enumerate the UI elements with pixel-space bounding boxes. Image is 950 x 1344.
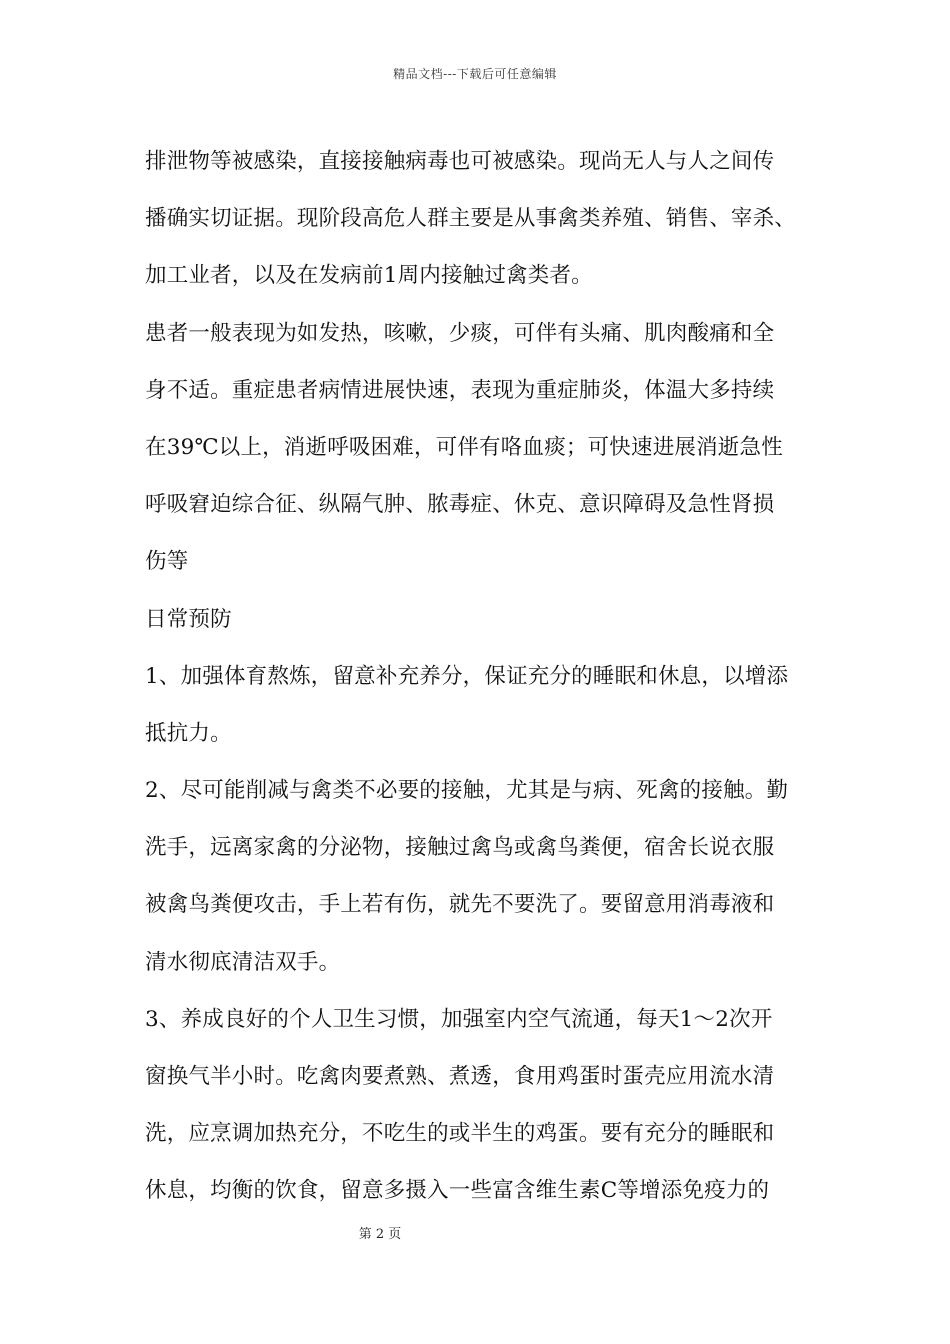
text-line: 抵抗力。 — [145, 720, 232, 746]
text-line: 洗，应烹调加热充分，不吃生的或半生的鸡蛋。要有充分的睡眠和 — [145, 1121, 775, 1147]
text-line: 清水彻底清洁双手。 — [145, 949, 341, 975]
text-line: 窗换气半小时。吃禽肉要煮熟、煮透，食用鸡蛋时蛋壳应用流水清 — [145, 1064, 775, 1089]
text-line: 呼吸窘迫综合征、纵隔气肿、脓毒症、休克、意识障碍及急性肾损 — [145, 492, 775, 518]
section-heading: 日常预防 — [145, 606, 232, 632]
text-line: 被禽鸟粪便攻击，手上若有伤，就先不要洗了。要留意用消毒液和 — [145, 892, 775, 918]
text-line: 1、加强体育熬炼，留意补充养分，保证充分的睡眠和休息，以增添 — [145, 663, 789, 689]
text-line: 身不适。重症患者病情进展快速，表现为重症肺炎，体温大多持续 — [145, 377, 775, 403]
page-header: 精品文档---下载后可任意编辑 — [393, 67, 557, 81]
text-line: 加工业者，以及在发病前1周内接触过禽类者。 — [145, 263, 593, 289]
text-line: 伤等 — [145, 549, 189, 575]
text-line: 休息，均衡的饮食，留意多摄入一些富含维生素C等增添免疫力的 — [145, 1178, 770, 1204]
text-line: 在39℃以上，消逝呼吸困难，可伴有咯血痰；可快速进展消逝急性 — [145, 434, 783, 460]
text-line: 2、尽可能削减与禽类不必要的接触，尤其是与病、死禽的接触。勤 — [145, 778, 789, 804]
body-text — [145, 133, 810, 1220]
page-number: 第 2 页 — [358, 1227, 402, 1242]
text-line: 洗手，远离家禽的分泌物，接触过禽鸟或禽鸟粪便，宿舍长说衣服 — [145, 835, 775, 861]
text-line: 患者一般表现为如发热，咳嗽，少痰，可伴有头痛、肌肉酸痛和全 — [145, 320, 775, 346]
text-line: 排泄物等被感染，直接接触病毒也可被感染。现尚无人与人之间传 — [145, 149, 775, 174]
text-line: 3、养成良好的个人卫生习惯，加强室内空气流通，每天1～2次开 — [145, 1006, 773, 1032]
text-line: 播确实切证据。现阶段高危人群主要是从事禽类养殖、销售、宰杀、 — [145, 206, 797, 232]
